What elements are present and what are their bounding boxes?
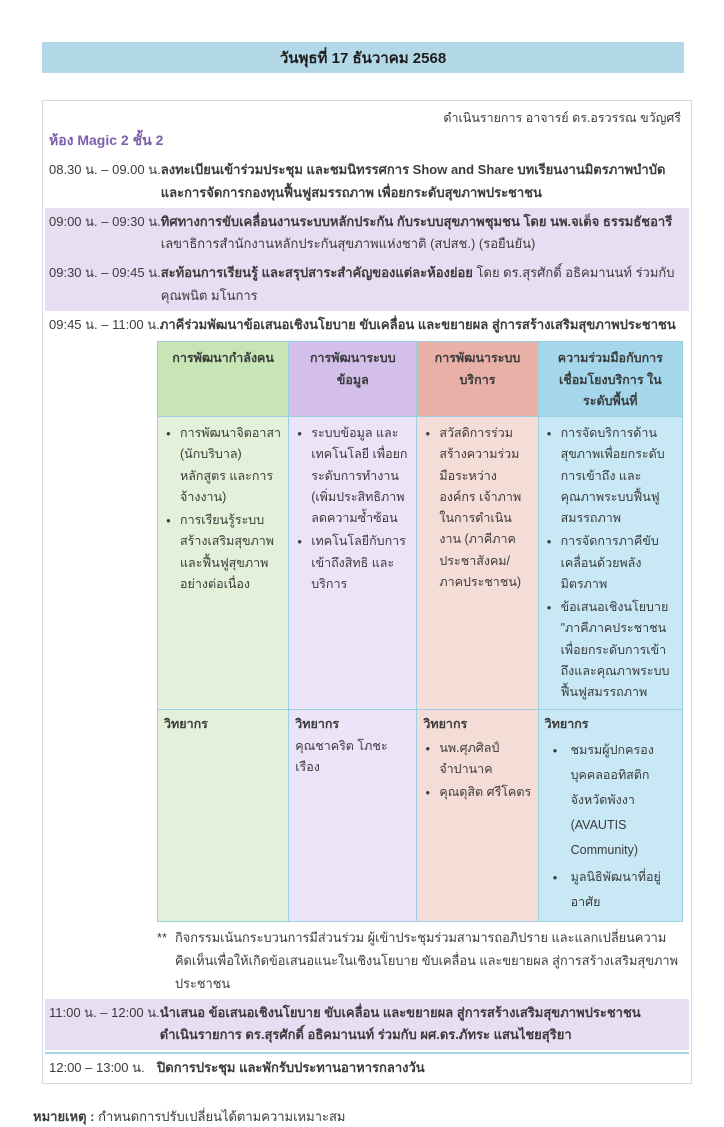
time-slot: 09:00 น. – 09:30 น.: [49, 213, 161, 229]
date-header-bar: [42, 42, 684, 73]
topic-list: [545, 423, 676, 703]
speaker-name: ● นพ.ศุภศิลป์ จำปานาค: [423, 738, 531, 781]
session-title: ลงทะเบียนเข้าร่วมประชุม และชมนิทรรศการ Show and Share บทเรียนงานมิตรภาพบำบัด และการจัดการกองทุนฟื้นฟูสมรรถภาพ เพื่อยกระดับสุขภาพประชาชน: [160, 162, 666, 200]
footnote-marker: **: [157, 929, 167, 945]
topic-item: ● เทคโนโลยีกับการเข้าถึงสิทธิ และบริการ: [295, 531, 410, 595]
speaker-label: วิทยากร: [164, 717, 208, 732]
session-title: ปิดการประชุม และพักรับประทานอาหารกลางวัน: [157, 1060, 425, 1076]
speaker-name: คุณชาคริต โภชะเรือง: [295, 738, 388, 774]
speaker-name: ● ชมรมผู้ปกครองบุคคลออทิสติกจังหวัดพังงา (AVAUTIS Community): [545, 738, 676, 863]
table-header-workforce: การพัฒนากำลังคน: [158, 342, 289, 417]
topic-list: [164, 423, 282, 595]
session-moderators: ดำเนินรายการ ดร.สุรศักดิ์ อธิคมานนท์ ร่วมกับ ผศ.ดร.ภัทระ แสนไชยสุริยา: [159, 1027, 572, 1043]
session-title: นำเสนอ ข้อเสนอเชิงนโยบาย ขับเคลื่อน และขยายผล สู่การสร้างเสริมสุขภาพประชาชน: [159, 1004, 641, 1020]
schedule-row-registration: [45, 156, 689, 208]
remark-text: กำหนดการปรับเปลี่ยนได้ตามความเหมาะสม: [98, 1108, 346, 1124]
table-body-service-systems: [417, 417, 538, 710]
time-slot: 11:00 น. – 12:00 น.: [49, 1004, 160, 1020]
session-description: [161, 159, 685, 205]
time-slot: 12:00 – 13:00 น.: [49, 1060, 145, 1076]
time-slot: 09:30 น. – 09:45 น.: [49, 265, 161, 280]
speaker-name: ● มูลนิธิพัฒนาที่อยู่อาศัย: [545, 865, 676, 915]
table-footnote: [157, 926, 683, 995]
date-title: วันพุธที่ 17 ธันวาคม 2568: [279, 49, 447, 67]
table-speakers-service-systems: [417, 710, 538, 921]
speaker-position: เลขาธิการสำนักงานหลักประกันสุขภาพแห่งชาติ (สปสช.) (รอยืนยัน): [160, 236, 536, 252]
session-speakers: โดย ดร.สุรศักดิ์ อธิคมานนท์ ร่วมกับคุณพนิต มโนการ: [160, 265, 675, 303]
moderator-line: ดำเนินรายการ อาจารย์ ดร.อรวรรณ ขวัญศรี: [443, 111, 681, 125]
agenda-box: [42, 100, 692, 1084]
speaker-label: วิทยากร: [423, 717, 468, 732]
table-body-data-systems: [289, 417, 417, 710]
topic-list: [295, 423, 410, 595]
speaker-name: ● คุณดุสิต ศรีโคตร: [423, 782, 531, 803]
session-title: ทิศทางการขับเคลื่อนงานระบบหลักประกัน กับระบบสุขภาพชุมชน โดย นพ.จเด็จ ธรรมธัชอารี: [160, 213, 673, 229]
topic-item: ● ระบบข้อมูล และเทคโนโลยี เพื่อยกระดับการทำงาน (เพิ่มประสิทธิภาพ ลดความซ้ำซ้อน: [295, 423, 410, 529]
remark-note: [33, 1106, 724, 1127]
topic-item: ● สวัสดิการร่วมสร้างความร่วมมือระหว่างองค์กร เจ้าภาพในการดำเนินงาน (ภาคีภาคประชาสังคม/ ภาคประชาชน): [423, 423, 531, 593]
table-speakers-workforce: [158, 710, 289, 921]
table-header-service-linkage: ความร่วมมือกับการเชื่อมโยงบริการ ในระดับพื้นที่: [539, 342, 683, 417]
table-body-workforce: [158, 417, 289, 710]
schedule-row-closing: [45, 1054, 689, 1083]
table-header-service-systems: การพัฒนาระบบบริการ: [417, 342, 538, 417]
breakout-table: [157, 341, 683, 921]
footnote-text: กิจกรรมเน้นกระบวนการมีส่วนร่วม ผู้เข้าประชุมร่วมสามารถอภิปราย และแลกเปลี่ยนความคิดเห็นเพื่อให้เกิดข้อเสนอแนะในเชิงนโยบาย ขับเคลื่อน และขยายผล สู่การสร้างเสริมสุขภาพประชาชน: [175, 929, 679, 991]
table-speakers-data-systems: [289, 710, 417, 921]
topic-list: [423, 423, 531, 593]
topic-item: ● การเรียนรู้ระบบสร้างเสริมสุขภาพ และฟื้นฟูสุขภาพอย่างต่อเนื่อง: [164, 510, 282, 595]
room-title: ห้อง Magic 2 ชั้น 2: [49, 132, 164, 148]
table-header-data-systems: การพัฒนาระบบข้อมูล: [289, 342, 417, 417]
topic-item: ● การพัฒนาจิตอาสา (นักบริบาล) หลักสูตร และการจ้างงาน): [164, 423, 282, 508]
speaker-label: วิทยากร: [544, 717, 589, 732]
table-body-service-linkage: [539, 417, 683, 710]
session-description: [160, 314, 685, 337]
table-speakers-service-linkage: [539, 710, 683, 921]
breakout-table-wrapper: [157, 341, 683, 921]
time-slot: 08.30 น. – 09.00 น.: [49, 162, 161, 177]
session-description: [157, 1057, 685, 1080]
time-slot: 09:45 น. – 11:00 น.: [49, 316, 160, 332]
remark-label: หมายเหตุ :: [33, 1108, 95, 1124]
schedule-row-presentation: [45, 999, 689, 1051]
schedule-row-keynote: [45, 208, 689, 260]
speaker-list: [545, 738, 676, 915]
topic-item: ● ข้อเสนอเชิงนโยบาย "ภาคีภาคประชาชนเพื่อยกระดับการเข้าถึงและคุณภาพระบบฟื้นฟูสมรรถภาพ: [545, 597, 676, 703]
topic-item: ● การจัดบริการด้านสุขภาพเพื่อยกระดับการเข้าถึง และคุณภาพระบบฟื้นฟูสมรรถภาพ: [545, 423, 676, 529]
speaker-list: [423, 738, 531, 804]
session-description: [160, 1002, 685, 1048]
topic-item: ● การจัดการภาคีขับเคลื่อนด้วยพลังมิตรภาพ: [545, 531, 676, 595]
session-description: [161, 262, 685, 308]
speaker-label: วิทยากร: [295, 717, 340, 732]
session-title: สะท้อนการเรียนรู้ และสรุปสาระสำคัญของแต่ละห้องย่อย: [160, 265, 473, 280]
schedule-row-policy-development: [45, 311, 689, 340]
session-title: ภาคีร่วมพัฒนาข้อเสนอเชิงนโยบาย ขับเคลื่อน และขยายผล สู่การสร้างเสริมสุขภาพประชาชน: [159, 316, 676, 332]
document-page: [0, 42, 724, 1127]
session-description: [161, 211, 685, 257]
schedule-row-reflection: [45, 259, 689, 311]
